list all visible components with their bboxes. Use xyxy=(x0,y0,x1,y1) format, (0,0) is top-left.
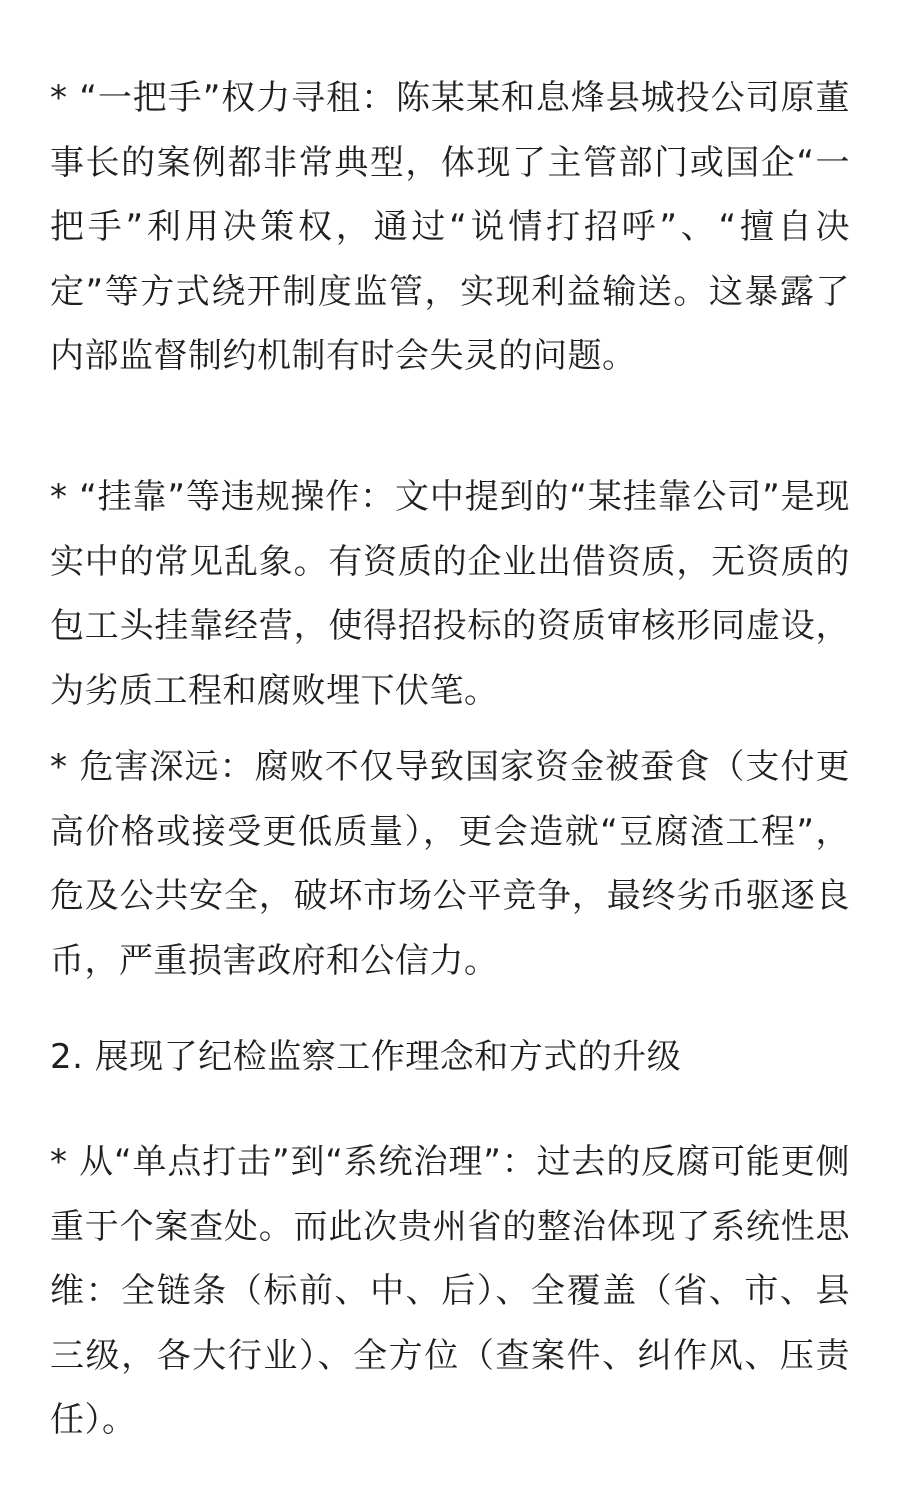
paragraph-affiliation-violations: * “挂靠”等违规操作：文中提到的“某挂靠公司”是现实中的常见乱象。有资质的企业出借资质，无资质的包工头挂靠经营，使得招投标的资质审核形同虚设，为劣质工程和腐败埋下伏笔。 xyxy=(50,477,850,711)
paragraph-system-governance: * 从“单点打击”到“系统治理”：过去的反腐可能更侧重于个案查处。而此次贵州省的整治体现了系统性思维：全链条（标前、中、后）、全覆盖（省、市、县三级，各大行业）、全方位（查案件、纠作风、压责任）。 xyxy=(50,1142,850,1440)
section-heading-upgrade: 2. 展现了纪检监察工作理念和方式的升级 xyxy=(50,1037,682,1077)
paragraph-far-reaching-harm: * 危害深远：腐败不仅导致国家资金被蚕食（支付更高价格或接受更低质量），更会造就“豆腐渣工程”，危及公共安全，破坏市场公平竞争，最终劣币驱逐良币，严重损害政府和公信力。 xyxy=(50,747,850,981)
paragraph-leader-rent-seeking: * “一把手”权力寻租：陈某某和息烽县城投公司原董事长的案例都非常典型，体现了主管部门或国企“一把手”利用决策权，通过“说情打招呼”、“擅自决定”等方式绕开制度监管，实现利益输送。这暴露了内部监督制约机制有时会失灵的问题。 xyxy=(50,78,850,376)
